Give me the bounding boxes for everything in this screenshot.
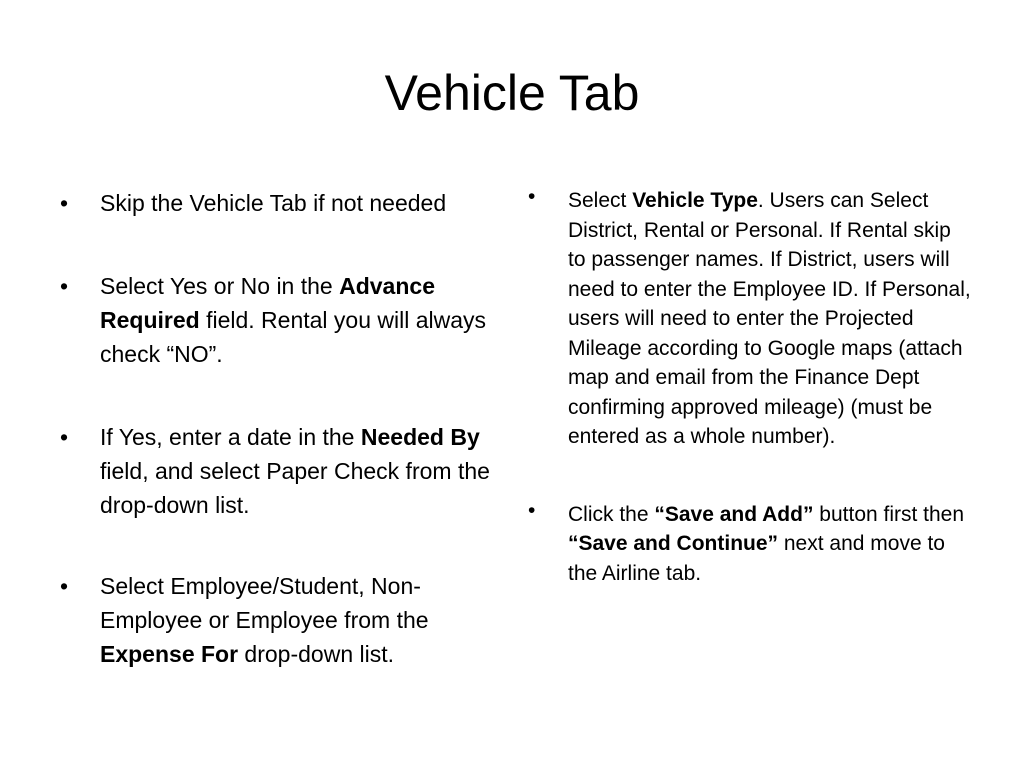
bullet-text: field, and select Paper Check from the drop-down list. (100, 458, 490, 518)
list-item-needed-by (60, 420, 500, 522)
list-item-skip-vehicle-tab (60, 186, 500, 220)
bold-button-name: “Save and Add” (654, 502, 814, 526)
bold-field-name: Advance Required (100, 273, 435, 333)
bullet-icon: • (60, 273, 69, 299)
list-item-vehicle-type (528, 186, 973, 452)
right-bullet-list (528, 186, 973, 588)
bullet-icon: • (60, 190, 69, 216)
bullet-icon: • (60, 424, 69, 450)
bullet-icon: • (528, 185, 536, 208)
left-bullet-list (60, 186, 500, 671)
bullet-text: button first then (813, 502, 965, 526)
bold-field-name: Expense For (100, 641, 239, 667)
bullet-text: Click the (568, 502, 655, 526)
bullet-text: next and move to the Airline tab. (568, 532, 945, 585)
bullet-text: . Users can Select District, Rental or Personal. If Rental skip to passenger names. If District, users will need to enter the Employee ID. If Personal, users will need to enter the Projected Mileage according to Google maps (attach map and email from the Finance Dept confirming approved mileage) (must be entered as a whole number). (568, 189, 971, 448)
slide-title: Vehicle Tab (384, 65, 640, 121)
bold-field-name: Needed By (360, 424, 480, 450)
bold-field-name: Vehicle Type (632, 189, 758, 212)
bullet-text: field. Rental you will always check “NO”. (100, 307, 487, 367)
list-item-expense-for (60, 569, 500, 671)
list-item-save-buttons (528, 500, 973, 589)
bullet-text: Select Employee/Student, Non-Employee or Employee from the (100, 573, 429, 633)
bullet-text: If Yes, enter a date in the (100, 424, 361, 450)
bullet-icon: • (528, 498, 536, 522)
bullet-text: Select Yes or No in the (100, 273, 340, 299)
list-item-advance-required (60, 269, 500, 371)
bullet-text: Skip the Vehicle Tab if not needed (100, 190, 447, 216)
bullet-text: Select (568, 189, 633, 212)
bullet-text: drop-down list. (238, 641, 395, 667)
bullet-icon: • (60, 573, 69, 599)
bold-button-name: “Save and Continue” (568, 532, 779, 555)
